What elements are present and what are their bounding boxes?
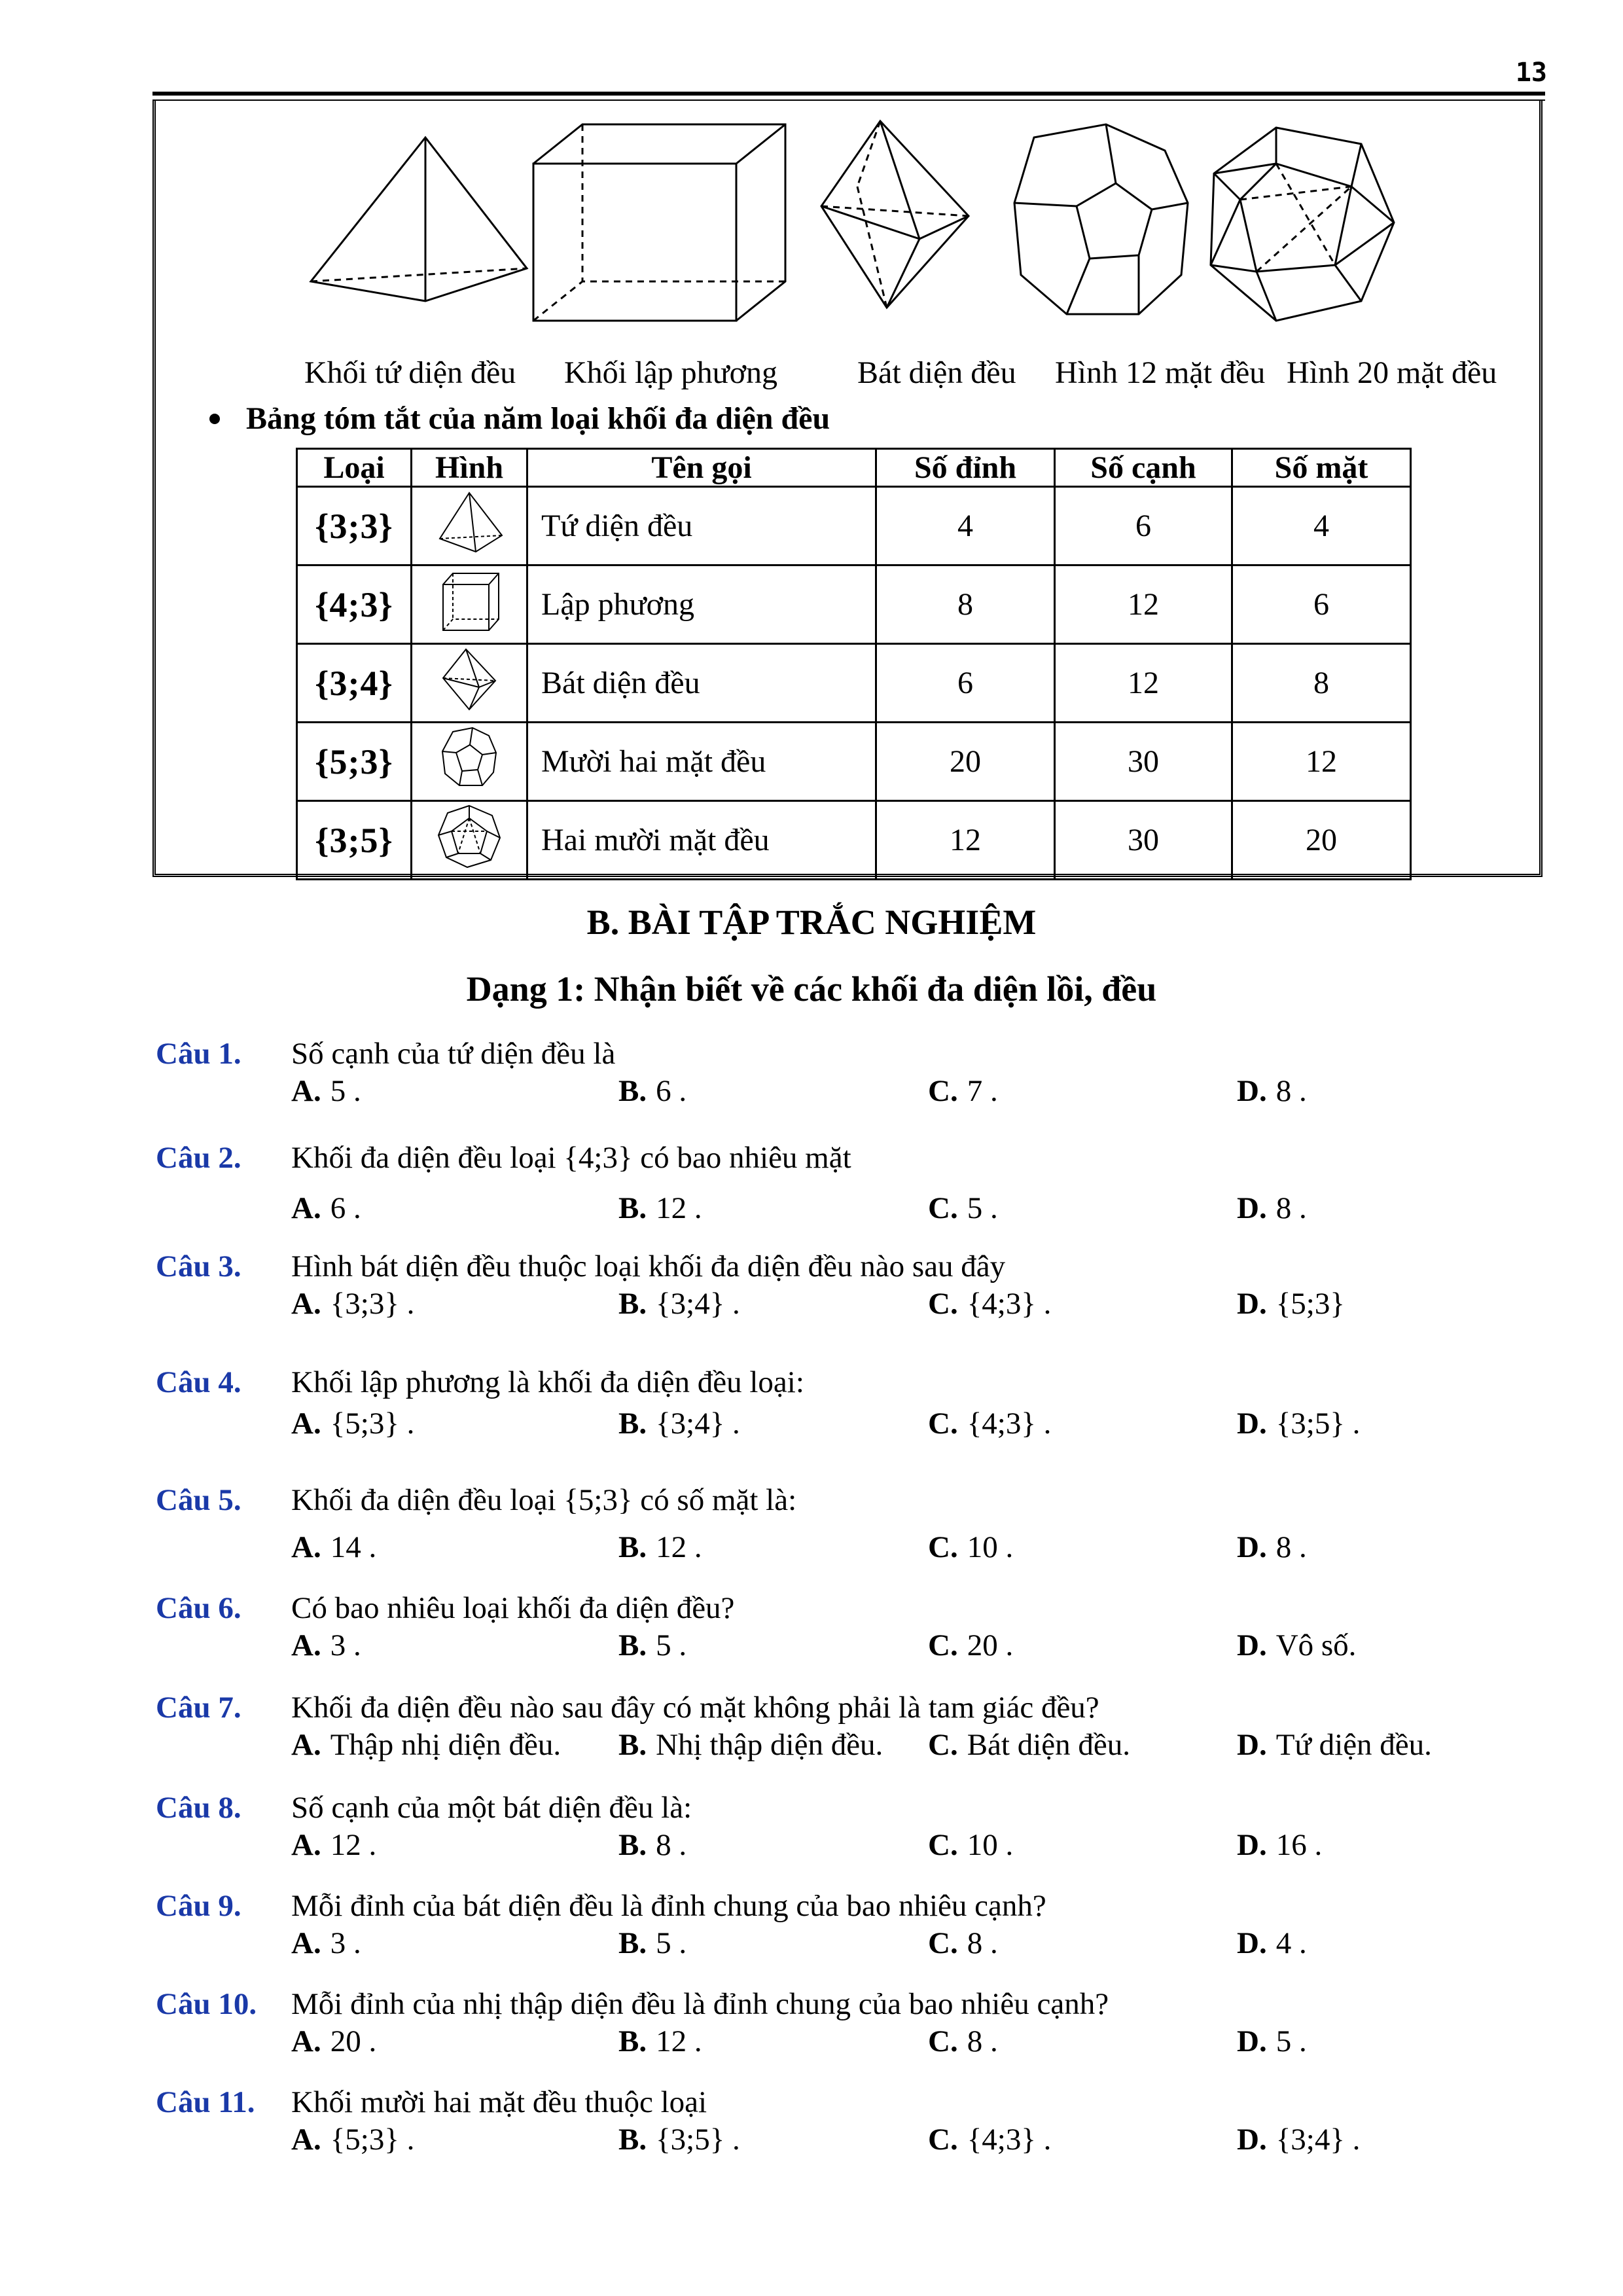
option-letter: D. (1237, 1191, 1267, 1225)
summary-heading (209, 401, 830, 437)
header-type: Loại (297, 449, 412, 487)
option-text: 10 . (967, 1530, 1014, 1564)
question-stem: Có bao nhiêu loại khối đa diện đều? (291, 1591, 735, 1625)
answer-option[interactable] (1237, 2122, 1360, 2157)
cell-name: Bát diện đều (527, 644, 876, 723)
answer-option[interactable] (291, 1073, 361, 1109)
option-text: 8 . (1275, 1074, 1307, 1108)
option-text: 14 . (330, 1530, 377, 1564)
question-item (156, 1482, 1563, 1568)
caption-dodecahedron: Hình 12 mặt đều (1055, 355, 1266, 390)
option-letter: A. (291, 2123, 321, 2157)
question-number: Câu 8. (156, 1791, 241, 1825)
question-number: Câu 5. (156, 1483, 241, 1517)
option-text: 8 . (656, 1828, 687, 1862)
question-stem: Số cạnh của tứ diện đều là (291, 1037, 616, 1071)
option-letter: A. (291, 1926, 321, 1960)
table-header-row (297, 449, 1411, 487)
option-letter: D. (1237, 1926, 1267, 1960)
option-letter: B. (618, 2024, 647, 2058)
option-text: 12 . (656, 2024, 702, 2058)
answer-option[interactable] (291, 1530, 376, 1565)
option-letter: B. (618, 1191, 647, 1225)
answer-option[interactable] (618, 1191, 702, 1226)
answer-option[interactable] (1237, 1073, 1307, 1109)
subsection-title: Dạng 1: Nhận biết về các khối đa diện lồi, đều (466, 969, 1157, 1009)
cell-edges: 12 (1055, 644, 1232, 723)
icosahedron-figure (1211, 128, 1394, 321)
cell-edges: 30 (1055, 801, 1232, 880)
header-name: Tên gọi (527, 449, 876, 487)
option-text: 12 . (656, 1191, 702, 1225)
option-letter: C. (928, 1628, 958, 1662)
answer-option[interactable] (1237, 1926, 1307, 1961)
option-text: 5 . (1275, 2024, 1307, 2058)
question-number: Câu 7. (156, 1691, 241, 1725)
option-text: 4 . (1275, 1926, 1307, 1960)
question-stem: Mỗi đỉnh của nhị thập diện đều là đỉnh chung của bao nhiêu cạnh? (291, 1987, 1109, 2021)
option-text: Nhị thập diện đều. (656, 1728, 883, 1762)
option-text: 3 . (330, 1926, 361, 1960)
option-letter: B. (618, 1628, 647, 1662)
answer-option[interactable] (928, 2122, 1051, 2157)
option-text: 5 . (967, 1191, 998, 1225)
option-text: 7 . (967, 1074, 998, 1108)
option-letter: D. (1237, 1287, 1267, 1321)
option-text: {4;3} . (967, 1407, 1052, 1441)
answer-option[interactable] (291, 2024, 376, 2059)
answer-option[interactable] (1237, 1286, 1345, 1321)
table-row (297, 723, 1411, 801)
question-number: Câu 9. (156, 1889, 241, 1923)
question-number: Câu 1. (156, 1037, 241, 1071)
option-letter: D. (1237, 1628, 1267, 1662)
cell-vertices: 8 (876, 565, 1055, 644)
option-text: 6 . (656, 1074, 687, 1108)
answer-option[interactable] (618, 1406, 740, 1441)
option-text: Thập nhị diện đều. (330, 1728, 562, 1762)
option-letter: B. (618, 1407, 647, 1441)
tetrahedron-figure (311, 137, 527, 301)
answer-option[interactable] (291, 1191, 361, 1226)
answer-option[interactable] (928, 1286, 1051, 1321)
answer-option[interactable] (291, 1827, 376, 1863)
option-letter: B. (618, 1287, 647, 1321)
option-letter: C. (928, 1926, 958, 1960)
option-letter: A. (291, 1407, 321, 1441)
option-text: 6 . (330, 1191, 361, 1225)
option-text: 20 . (967, 1628, 1014, 1662)
option-text: 8 . (967, 1926, 998, 1960)
option-letter: A. (291, 1728, 321, 1762)
cell-name: Hai mười mặt đều (527, 801, 876, 880)
answer-option[interactable] (928, 1827, 1013, 1863)
answer-option[interactable] (928, 1406, 1051, 1441)
answer-option[interactable] (1237, 1727, 1432, 1763)
option-letter: D. (1237, 1828, 1267, 1862)
question-stem: Khối mười hai mặt đều thuộc loại (291, 2085, 707, 2119)
option-letter: A. (291, 1191, 321, 1225)
cube-figure (533, 124, 785, 321)
question-item (156, 1590, 1563, 1676)
summary-title: Bảng tóm tắt của năm loại khối đa diện đều (246, 401, 830, 436)
option-text: {3;4} . (1275, 2123, 1361, 2157)
answer-option[interactable] (618, 1286, 740, 1321)
answer-option[interactable] (291, 1406, 414, 1441)
option-text: 8 . (1275, 1530, 1307, 1564)
cell-type: {3;5} (297, 801, 412, 880)
option-text: Tứ diện đều. (1275, 1728, 1432, 1762)
option-text: 10 . (967, 1828, 1014, 1862)
caption-octahedron: Bát diện đều (857, 355, 1016, 390)
question-number: Câu 2. (156, 1141, 241, 1175)
table-row (297, 644, 1411, 723)
summary-table (296, 448, 1412, 880)
option-letter: C. (928, 1191, 958, 1225)
option-letter: B. (618, 1530, 647, 1564)
question-number: Câu 10. (156, 1987, 257, 2021)
caption-icosahedron: Hình 20 mặt đều (1287, 355, 1497, 390)
option-letter: A. (291, 1287, 321, 1321)
question-stem: Số cạnh của một bát diện đều là: (291, 1791, 692, 1825)
answer-option[interactable] (618, 1530, 702, 1565)
table-row (297, 565, 1411, 644)
option-letter: C. (928, 1828, 958, 1862)
question-item (156, 2085, 1563, 2170)
answer-option[interactable] (1237, 1406, 1360, 1441)
option-text: Bát diện đều. (967, 1728, 1131, 1762)
question-item (156, 1140, 1563, 1225)
option-text: {5;3} . (330, 1407, 415, 1441)
option-letter: C. (928, 1530, 958, 1564)
cube-icon (412, 565, 527, 644)
option-letter: C. (928, 1287, 958, 1321)
option-letter: C. (928, 1728, 958, 1762)
question-item (156, 1036, 1563, 1121)
option-letter: C. (928, 1074, 958, 1108)
option-letter: A. (291, 1828, 321, 1862)
option-letter: C. (928, 2123, 958, 2157)
dodecahedron-icon (412, 723, 527, 801)
option-text: {3;5} . (1275, 1407, 1361, 1441)
cell-faces: 8 (1232, 644, 1411, 723)
bullet-icon (209, 414, 220, 424)
cell-edges: 12 (1055, 565, 1232, 644)
icosahedron-icon (412, 801, 527, 880)
cell-vertices: 6 (876, 644, 1055, 723)
option-text: 20 . (330, 2024, 377, 2058)
option-text: {5;3} . (330, 2123, 415, 2157)
cell-type: {4;3} (297, 565, 412, 644)
question-stem: Hình bát diện đều thuộc loại khối đa diện đều nào sau đây (291, 1249, 1006, 1283)
option-text: Vô số. (1275, 1628, 1357, 1662)
cell-name: Mười hai mặt đều (527, 723, 876, 801)
cell-name: Tứ diện đều (527, 487, 876, 565)
answer-option[interactable] (291, 1286, 414, 1321)
option-text: 8 . (967, 2024, 998, 2058)
option-text: 12 . (330, 1828, 377, 1862)
option-letter: C. (928, 2024, 958, 2058)
option-letter: B. (618, 1926, 647, 1960)
octahedron-figure (821, 121, 969, 308)
cell-type: {3;4} (297, 644, 412, 723)
question-number: Câu 3. (156, 1249, 241, 1283)
question-stem: Khối đa diện đều nào sau đây có mặt không phải là tam giác đều? (291, 1691, 1099, 1725)
question-item (156, 1888, 1563, 1973)
header-rule (152, 92, 1545, 96)
answer-option[interactable] (1237, 2024, 1307, 2059)
option-text: {4;3} . (967, 2123, 1052, 2157)
question-number: Câu 6. (156, 1591, 241, 1625)
option-letter: D. (1237, 1728, 1267, 1762)
option-text: 5 . (330, 1074, 361, 1108)
question-number: Câu 11. (156, 2085, 255, 2119)
option-text: {3;5} . (656, 2123, 740, 2157)
option-text: {4;3} . (967, 1287, 1052, 1321)
answer-option[interactable] (618, 1727, 883, 1763)
answer-option[interactable] (618, 2122, 740, 2157)
tetrahedron-icon (412, 487, 527, 565)
cell-vertices: 12 (876, 801, 1055, 880)
option-letter: B. (618, 1074, 647, 1108)
header-shape: Hình (412, 449, 527, 487)
header-edges: Số cạnh (1055, 449, 1232, 487)
section-title: B. BÀI TẬP TRẮC NGHIỆM (586, 903, 1037, 942)
cell-name: Lập phương (527, 565, 876, 644)
option-letter: A. (291, 2024, 321, 2058)
option-letter: D. (1237, 2123, 1267, 2157)
answer-option[interactable] (291, 2122, 414, 2157)
option-letter: A. (291, 1530, 321, 1564)
table-row (297, 487, 1411, 565)
option-text: {5;3} (1275, 1287, 1345, 1321)
answer-option[interactable] (928, 1530, 1013, 1565)
answer-option[interactable] (618, 1827, 687, 1863)
answer-option[interactable] (1237, 1191, 1307, 1226)
option-letter: B. (618, 2123, 647, 2157)
option-letter: A. (291, 1628, 321, 1662)
question-stem: Khối lập phương là khối đa diện đều loại: (291, 1365, 804, 1399)
cell-vertices: 4 (876, 487, 1055, 565)
option-text: 5 . (656, 1926, 687, 1960)
question-number: Câu 4. (156, 1365, 241, 1399)
option-letter: A. (291, 1074, 321, 1108)
answer-option[interactable] (618, 1073, 687, 1109)
question-item (156, 1690, 1563, 1775)
option-letter: B. (618, 1728, 647, 1762)
answer-option[interactable] (618, 2024, 702, 2059)
option-letter: D. (1237, 1407, 1267, 1441)
answer-option[interactable] (618, 1926, 687, 1961)
platonic-solids-figure (164, 111, 1538, 347)
dodecahedron-figure (1014, 124, 1188, 314)
cell-faces: 4 (1232, 487, 1411, 565)
header-vertices: Số đỉnh (876, 449, 1055, 487)
option-text: {3;4} . (656, 1287, 740, 1321)
option-text: 16 . (1275, 1828, 1323, 1862)
cell-edges: 30 (1055, 723, 1232, 801)
answer-option[interactable] (291, 1727, 561, 1763)
answer-option[interactable] (928, 1727, 1130, 1763)
question-item (156, 1790, 1563, 1875)
option-text: {3;3} . (330, 1287, 415, 1321)
answer-option[interactable] (1237, 1530, 1307, 1565)
option-text: 8 . (1275, 1191, 1307, 1225)
option-letter: B. (618, 1828, 647, 1862)
question-stem: Mỗi đỉnh của bát diện đều là đỉnh chung của bao nhiêu cạnh? (291, 1889, 1046, 1923)
option-letter: D. (1237, 1530, 1267, 1564)
question-stem: Khối đa diện đều loại {4;3} có bao nhiêu mặt (291, 1141, 851, 1175)
caption-cube: Khối lập phương (564, 355, 778, 390)
cell-faces: 20 (1232, 801, 1411, 880)
cell-type: {5;3} (297, 723, 412, 801)
option-letter: C. (928, 1407, 958, 1441)
caption-tetrahedron: Khối tứ diện đều (304, 355, 516, 390)
option-letter: D. (1237, 1074, 1267, 1108)
cell-faces: 12 (1232, 723, 1411, 801)
cell-type: {3;3} (297, 487, 412, 565)
question-stem: Khối đa diện đều loại {5;3} có số mặt là: (291, 1483, 797, 1517)
answer-option[interactable] (928, 1926, 998, 1961)
question-item (156, 1365, 1563, 1450)
question-item (156, 1986, 1563, 2072)
answer-option[interactable] (291, 1926, 361, 1961)
answer-option[interactable] (928, 1073, 998, 1109)
cell-edges: 6 (1055, 487, 1232, 565)
answer-option[interactable] (291, 1628, 361, 1663)
cell-vertices: 20 (876, 723, 1055, 801)
option-letter: D. (1237, 2024, 1267, 2058)
answer-option[interactable] (1237, 1827, 1322, 1863)
option-text: 12 . (656, 1530, 702, 1564)
answer-option[interactable] (928, 1628, 1013, 1663)
option-text: 3 . (330, 1628, 361, 1662)
answer-option[interactable] (1237, 1628, 1356, 1663)
answer-option[interactable] (618, 1628, 687, 1663)
header-faces: Số mặt (1232, 449, 1411, 487)
answer-option[interactable] (928, 2024, 998, 2059)
answer-option[interactable] (928, 1191, 998, 1226)
option-text: {3;4} . (656, 1407, 740, 1441)
page-number: 13 (1515, 58, 1547, 88)
cell-faces: 6 (1232, 565, 1411, 644)
octahedron-icon (412, 644, 527, 723)
question-item (156, 1249, 1563, 1334)
table-row (297, 801, 1411, 880)
option-text: 5 . (656, 1628, 687, 1662)
